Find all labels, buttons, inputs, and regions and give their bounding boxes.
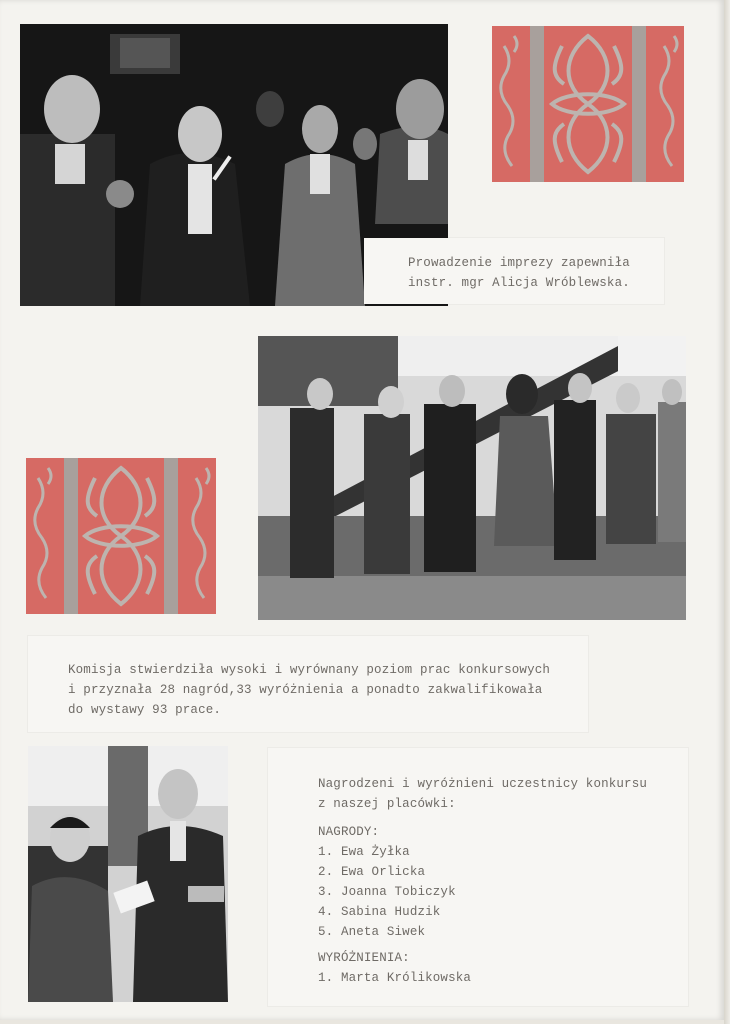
caption-commission-line-3: do wystawy 93 prace. (68, 703, 222, 717)
distinction-item-1: 1. Marta Królikowska (318, 971, 472, 985)
winners-intro-line-1: Nagrodzeni i wyróżnieni uczestnicy konkursu (318, 777, 648, 791)
distinctions-heading: WYRÓŻNIENIA: (318, 951, 410, 965)
caption-host-line-1: Prowadzenie imprezy zapewniła (408, 256, 630, 270)
award-item-5: 5. Aneta Siwek (318, 925, 426, 939)
caption-host-card (364, 238, 664, 304)
page-edge (724, 0, 730, 1024)
award-item-4: 4. Sabina Hudzik (318, 905, 441, 919)
winners-intro-line-2: z naszej placówki: (318, 797, 456, 811)
caption-commission-card (28, 636, 588, 732)
caption-commission-line-1: Komisja stwierdziła wysoki i wyrównany poziom prac konkursowych (68, 663, 551, 677)
caption-commission-line-2: i przyznała 28 nagród,33 wyróżnienia a ponadto zakwalifikowała (68, 683, 543, 697)
photo-jury-group (258, 336, 686, 620)
award-item-1: 1. Ewa Żyłka (318, 845, 410, 859)
fabric-swatch-left (26, 458, 216, 614)
award-item-2: 2. Ewa Orlicka (318, 865, 426, 879)
photo-award-handover (28, 746, 228, 1002)
fabric-swatch-top (492, 26, 684, 182)
caption-host-line-2: instr. mgr Alicja Wróblewska. (408, 276, 630, 290)
awards-heading: NAGRODY: (318, 825, 380, 839)
winners-list-card (268, 748, 688, 1006)
award-item-3: 3. Joanna Tobiczyk (318, 885, 456, 899)
